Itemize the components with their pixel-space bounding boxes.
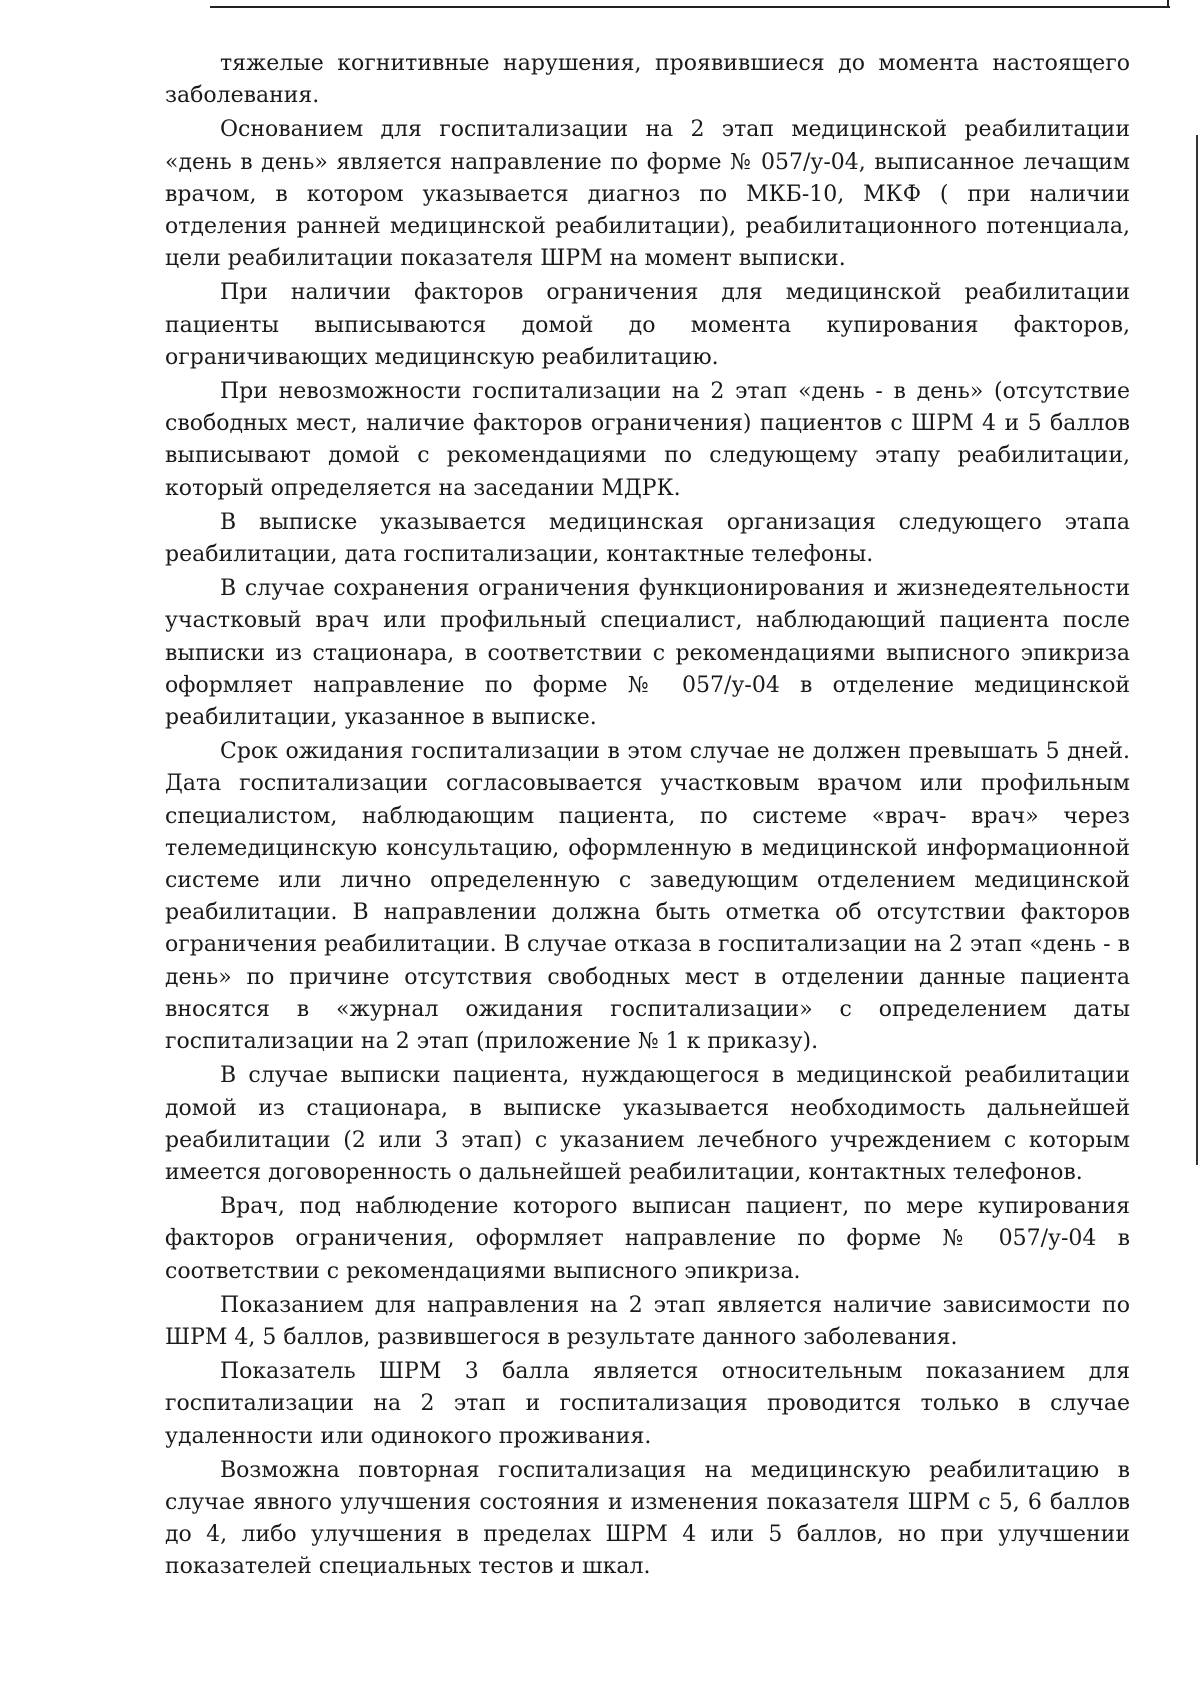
paragraph-discharge-contents: В выписке указывается медицинская организация следующего этапа реабилитации, дата госпитализации, контактные телефоны.: [165, 509, 1130, 568]
paragraph-relative-indication: Показатель ШРМ 3 балла является относительным показанием для госпитализации на 2 этап и госпитализация проводится только в случае удаленности или одинокого проживания.: [165, 1359, 1130, 1449]
paragraph-limitation-persists: В случае сохранения ограничения функционирования и жизнедеятельности участковый врач или профильный специалист, наблюдающий пациента после выписки из стационара, в соответствии с рекомендациями выписного эпикриза оформляет направление по форме № 057/у-04 в отделение медицинской реабилитации, указанное в выписке.: [165, 576, 1130, 731]
paragraph-discharge-home: В случае выписки пациента, нуждающегося в медицинской реабилитации домой из стационара, в выписке указывается необходимость дальнейшей реабилитации (2 или 3 этап) с указанием лечебного учреждением с которым имеется договоренность о дальнейшей реабилитации, контактных телефонов.: [165, 1063, 1130, 1185]
paragraph-physician-referral: Врач, под наблюдение которого выписан пациент, по мере купирования факторов ограничения, оформляет направление по форме № 057/у-04 в соответствии с рекомендациями выписного эпикриза.: [165, 1194, 1130, 1284]
paragraph-hospitalization-impossible: При невозможности госпитализации на 2 этап «день - в день» (отсутствие свободных мест, наличие факторов ограничения) пациентов с ШРМ 4 и 5 баллов выписывают домой с рекомендациями по следующему этапу реабилитации, который определяется на заседании МДРК.: [165, 379, 1130, 501]
document-page: [165, 48, 1130, 1668]
scan-right-margin-line: [1196, 135, 1198, 1165]
paragraph-hospitalization-basis: Основанием для госпитализации на 2 этап медицинской реабилитации «день в день» является направление по форме № 057/у-04, выписанное лечащим врачом, в котором указывается диагноз по МКБ-10, МКФ ( при наличии отделения ранней медицинской реабилитации), реабилитационного потенциала, цели реабилитации показателя ШРМ на момент выписки.: [165, 117, 1130, 272]
paragraph-limiting-factors: При наличии факторов ограничения для медицинской реабилитации пациенты выписываются домой до момента купирования факторов, ограничивающих медицинскую реабилитацию.: [165, 280, 1130, 370]
paragraph-repeat-hospitalization: Возможна повторная госпитализация на медицинскую реабилитацию в случае явного улучшения состояния и изменения показателя ШРМ с 5, 6 баллов до 4, либо улучшения в пределах ШРМ 4 или 5 баллов, но при улучшении показателей специальных тестов и шкал.: [165, 1457, 1130, 1580]
paragraph-waiting-period: Срок ожидания госпитализации в этом случае не должен превышать 5 дней. Дата госпитализации согласовывается участковым врачом или профильным специалистом, наблюдающим пациента, по системе «врач- врач» через телемедицинскую консультацию, оформленную в медицинской информационной системе или лично определенную с заведующим отделением медицинской реабилитации. В направлении должна быть отметка об отсутствии факторов ограничения реабилитации. В случае отказа в госпитализации на 2 этап «день - в день» по причине отсутствия свободных мест в отделении данные пациента вносятся в «журнал ожидания госпитализации» с определением даты госпитализации на 2 этап (приложение № 1 к приказу).: [165, 739, 1130, 1055]
paragraph-indication-stage-2: Показанием для направления на 2 этап является наличие зависимости по ШРМ 4, 5 баллов, развившегося в результате данного заболевания.: [165, 1292, 1130, 1350]
scan-top-corner-mark: [1167, 0, 1169, 8]
paragraph-continuation: тяжелые когнитивные нарушения, проявившиеся до момента настоящего заболевания.: [165, 51, 1130, 109]
scan-top-border-line: [210, 6, 1170, 8]
